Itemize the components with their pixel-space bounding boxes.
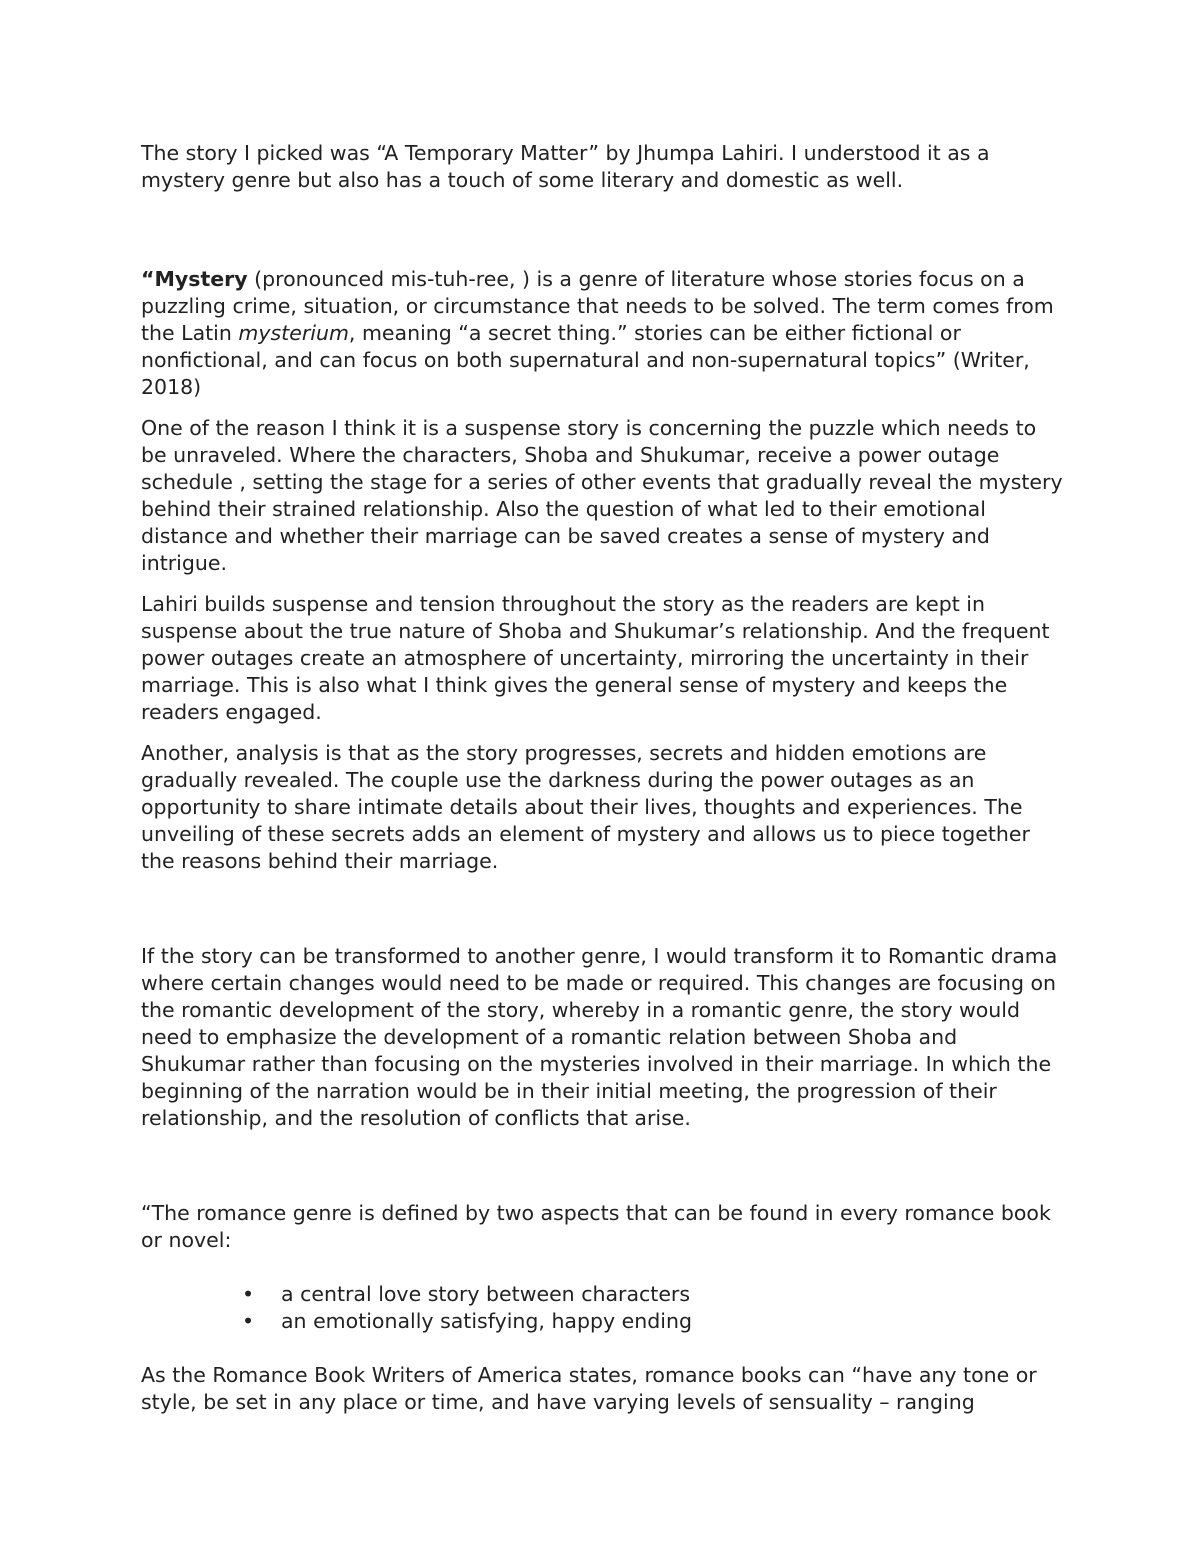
list-item bbox=[141, 1281, 1066, 1308]
bullet-icon: • bbox=[242, 1282, 255, 1306]
document-body bbox=[141, 140, 1066, 1416]
intro-paragraph: The story I picked was “A Temporary Matter” by Jhumpa Lahiri. I understood it as a mystery genre but also has a touch of some literary and domestic as well. bbox=[141, 141, 990, 192]
mystery-term: “Mystery bbox=[141, 267, 248, 291]
list-item-text: an emotionally satisfying, happy ending bbox=[281, 1309, 692, 1333]
suspense-paragraph: One of the reason I think it is a suspense story is concerning the puzzle which needs to be unraveled. Where the characters, Shoba and Shukumar, receive a power outage schedule , setting the stage for a series of other events that gradually reveal the mystery behind their strained relationship. Also the question of what led to their emotional distance and whether their marriage can be saved creates a sense of mystery and intrigue. bbox=[141, 416, 1063, 575]
tension-paragraph: Lahiri builds suspense and tension throughout the story as the readers are kept in suspense about the true nature of Shoba and Shukumar’s relationship. And the frequent power outages create an atmosphere of uncertainty, mirroring the uncertainty in their marriage. This is also what I think gives the general sense of mystery and keeps the readers engaged. bbox=[141, 592, 1050, 724]
romance-aspects-list bbox=[141, 1281, 1066, 1335]
list-item-text: a central love story between characters bbox=[281, 1282, 691, 1306]
transform-paragraph: If the story can be transformed to another genre, I would transform it to Romantic drama where certain changes would need to be made or required. This changes are focusing on the romantic development of the story, whereby in a romantic genre, the story would need to emphasize the development of a romantic relation between Shoba and Shukumar rather than focusing on the mysteries involved in their marriage. In which the beginning of the narration would be in their initial meeting, the progression of their relationship, and the resolution of conflicts that arise. bbox=[141, 944, 1058, 1130]
definition-text-part2: , meaning “a secret thing.” stories can be either fictional or nonfictional, and can focus on both supernatural and non-supernatural topics” (Writer, 2018) bbox=[141, 321, 1030, 399]
mystery-definition-paragraph bbox=[141, 266, 1066, 401]
bullet-icon: • bbox=[242, 1309, 255, 1333]
closing-paragraph: As the Romance Book Writers of America states, romance books can “have any tone or style, be set in any place or time, and have varying levels of sensuality – ranging bbox=[141, 1363, 1037, 1414]
secrets-paragraph: Another, analysis is that as the story progresses, secrets and hidden emotions are gradually revealed. The couple use the darkness during the power outages as an opportunity to share intimate details about their lives, thoughts and experiences. The unveiling of these secrets adds an element of mystery and allows us to piece together the reasons behind their marriage. bbox=[141, 741, 1030, 873]
romance-quote-intro: “The romance genre is defined by two aspects that can be found in every romance book or novel: bbox=[141, 1201, 1051, 1252]
latin-word: mysterium bbox=[238, 321, 349, 345]
list-item bbox=[141, 1308, 1066, 1335]
definition-text-part1: (pronounced mis-tuh-ree, ) is a genre of literature whose stories focus on a puzzling crime, situation, or circumstance that needs to be solved. The term comes from the Latin bbox=[141, 267, 1054, 345]
